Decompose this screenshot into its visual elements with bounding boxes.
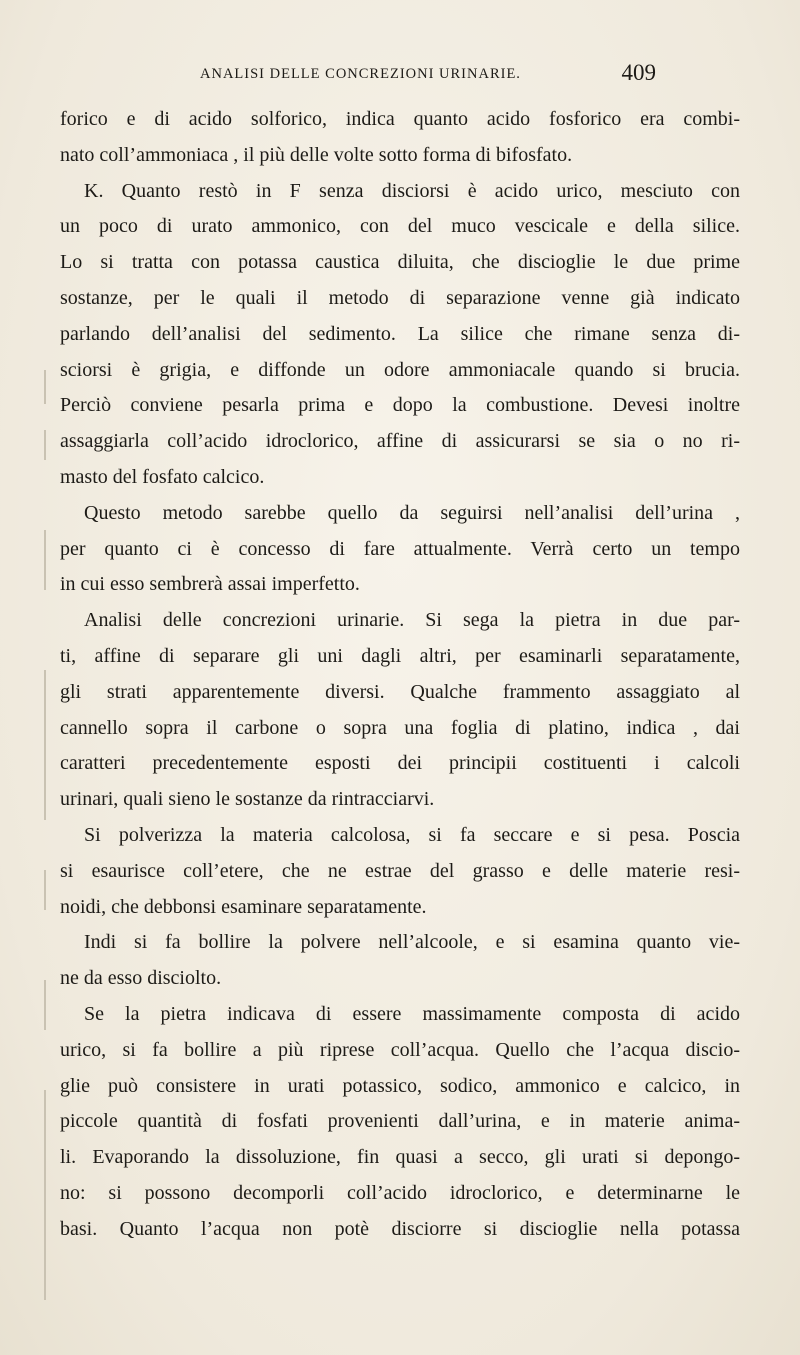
text-line: un poco di urato ammonico, con del muco vescicale e della silice. xyxy=(60,215,740,238)
text-line: in cui esso sembrerà assai imperfetto. xyxy=(60,573,360,596)
text-line: si esaurisce coll’etere, che ne estrae del grasso e delle materie resi- xyxy=(60,859,740,882)
text-line: sciorsi è grigia, e diffonde un odore ammoniacale quando si brucia. xyxy=(60,358,740,381)
text-line: Si polverizza la materia calcolosa, si fa seccare e si pesa. Poscia xyxy=(84,823,740,846)
text-line: nato coll’ammoniaca , il più delle volte sotto forma di bifosfato. xyxy=(60,143,573,166)
running-head: ANALISI DELLE CONCREZIONI URINARIE. xyxy=(200,66,521,82)
margin-mark xyxy=(44,530,46,590)
text-line: glie può consistere in urati potassico, sodico, ammonico e calcico, in xyxy=(60,1074,740,1097)
margin-mark xyxy=(44,370,46,404)
text-line: cannello sopra il carbone o sopra una foglia di platino, indica , dai xyxy=(60,716,740,739)
margin-marks xyxy=(44,370,50,1310)
text-line: forico e di acido solforico, indica quanto acido fosforico era combi- xyxy=(60,108,740,130)
text-line: Lo si tratta con potassa caustica diluita, che discioglie le due prime xyxy=(60,251,740,274)
text-line: masto del fosfato calcico. xyxy=(60,465,265,488)
text-line: Indi si fa bollire la polvere nell’alcoole, e si esamina quanto vie- xyxy=(84,931,740,954)
margin-mark xyxy=(44,430,46,460)
text-line: Questo metodo sarebbe quello da seguirsi nell’analisi dell’urina , xyxy=(84,501,740,524)
text-line: Se la pietra indicava di essere massimamente composta di acido xyxy=(84,1002,740,1025)
text-line: piccole quantità di fosfati provenienti dall’urina, e in materie anima- xyxy=(60,1110,740,1133)
text-line: ne da esso disciolto. xyxy=(60,967,222,990)
body-text xyxy=(60,102,740,1248)
text-line: per quanto ci è concesso di fare attualmente. Verrà certo un tempo xyxy=(60,537,740,560)
page-header xyxy=(0,62,800,92)
text-line: caratteri precedentemente esposti dei principii costituenti i calcoli xyxy=(60,752,740,775)
text-line: Perciò conviene pesarla prima e dopo la combustione. Devesi inoltre xyxy=(60,394,740,417)
text-line: urico, si fa bollire a più riprese coll’acqua. Quello che l’acqua discio- xyxy=(60,1038,740,1061)
text-line: ti, affine di separare gli uni dagli altri, per esaminarli separatamente, xyxy=(60,644,740,667)
text-line: assaggiarla coll’acido idroclorico, affine di assicurarsi se sia o no ri- xyxy=(60,430,740,453)
text-line: urinari, quali sieno le sostanze da rintracciarvi. xyxy=(60,788,435,811)
text-line: Analisi delle concrezioni urinarie. Si sega la pietra in due par- xyxy=(84,609,740,632)
text-line: parlando dell’analisi del sedimento. La silice che rimane senza di- xyxy=(60,322,740,345)
page-number: 409 xyxy=(621,60,656,85)
text-line: basi. Quanto l’acqua non potè disciorre si discioglie nella potassa xyxy=(60,1217,740,1240)
text-line: noidi, che debbonsi esaminare separatamente. xyxy=(60,895,427,918)
margin-mark xyxy=(44,670,46,820)
margin-mark xyxy=(44,870,46,910)
margin-mark xyxy=(44,980,46,1030)
text-line: K. Quanto restò in F senza disciorsi è acido urico, mesciuto con xyxy=(84,179,740,202)
text-line: no: si possono decomporli coll’acido idroclorico, e determinarne le xyxy=(60,1181,740,1204)
text-line: li. Evaporando la dissoluzione, fin quasi a secco, gli urati si depongo- xyxy=(60,1146,740,1169)
text-line: gli strati apparentemente diversi. Qualche frammento assaggiato al xyxy=(60,680,740,703)
margin-mark xyxy=(44,1090,46,1300)
text-line: sostanze, per le quali il metodo di separazione venne già indicato xyxy=(60,286,740,309)
